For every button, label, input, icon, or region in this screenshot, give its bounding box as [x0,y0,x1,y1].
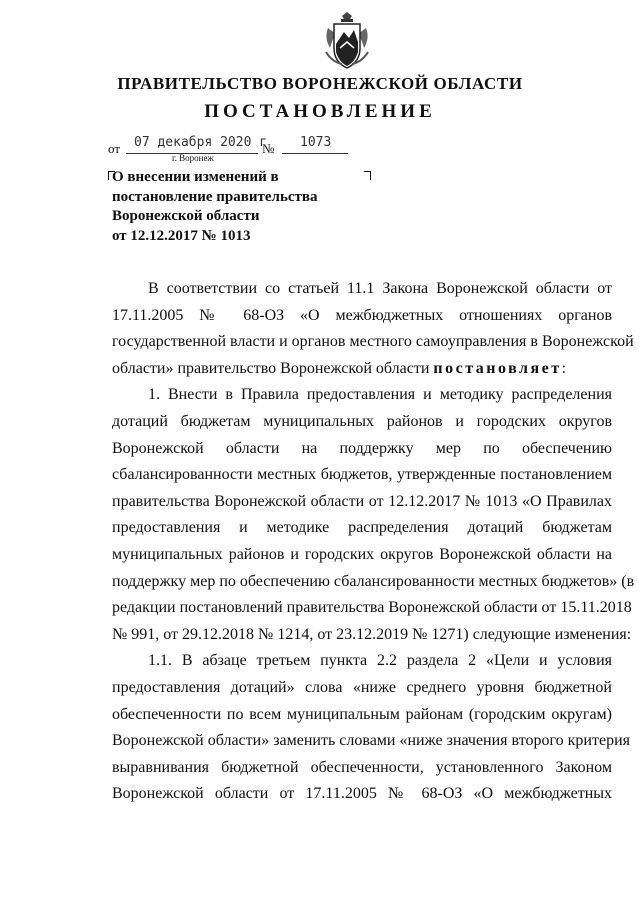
resolution-keyword: постановляет [433,359,562,377]
text-line: 1. Внести в Правила предоставления и методику распределения [148,386,612,404]
text-line: обеспеченности по всем муниципальным районам (городским округам) [112,705,612,723]
text-line: редакции постановлений правительства Воронежской области от 15.11.2018 [112,599,632,617]
text-line: муниципальных районов и городских округов Воронежской области на [112,545,612,563]
resolution-colon: : [561,359,567,377]
text-line: Воронежской области от 17.11.2005 № 68-ОЗ «О межбюджетных [112,785,612,803]
paragraph-item-1 [112,382,635,648]
text-line: предоставления и методике распределения дотаций бюджетам [112,519,612,537]
text-line: поддержку мер по обеспечению сбалансированности местных бюджетов» (в [112,572,635,590]
text-line: В соответствии со статьей 11.1 Закона Воронежской области от [148,280,612,297]
organization-title: ПРАВИТЕЛЬСТВО ВОРОНЕЖСКОЙ ОБЛАСТИ [117,74,523,93]
text-line: государственной власти и органов местного самоуправления в Воронежской [112,333,634,351]
number-value: 1073 [300,135,332,150]
document-subject [112,168,362,246]
text-line: предоставления дотаций» слова «ниже среднего уровня бюджетной [112,678,612,696]
text-line: выравнивания бюджетной обеспеченности, установленного Законом [112,758,612,776]
subject-bracket-right [364,171,371,180]
text-line: сбалансированности местных бюджетов, утвержденные постановлением [112,466,612,484]
text-line: Воронежской области» заменить словами «ниже значения второго критерия [112,732,630,750]
paragraph-item-1-1 [112,648,630,808]
city-label: г. Воронеж [172,153,214,163]
subject-line: от 12.12.2017 № 1013 [112,227,251,244]
text-line: Воронежской области на поддержку мер по обеспечению [112,439,612,457]
document-type-title: ПОСТАНОВЛЕНИЕ [204,101,436,122]
paragraph-preamble [112,276,634,382]
date-prefix: от [108,141,121,156]
text-line: № 991, от 29.12.2018 № 1214, от 23.12.2019 № 1271) следующие изменения: [112,625,632,643]
text-line: 17.11.2005 № 68-ОЗ «О межбюджетных отношениях органов [112,306,612,324]
text-line: дотаций бюджетам муниципальных районов и городских округов [112,412,612,430]
number-underline [282,153,348,154]
document-body [112,276,635,808]
coat-of-arms-emblem [322,12,372,70]
resolution-text: области» правительство Воронежской области [112,359,430,377]
text-line: правительства Воронежской области от 12.12.2017 № 1013 «О Правилах [112,492,612,510]
text-line [112,356,612,383]
subject-line: Воронежской области [112,208,260,224]
subject-line: постановление правительства [112,188,318,205]
date-value: 07 декабря 2020 г [134,135,268,150]
subject-line: О внесении изменений в [112,169,279,185]
number-prefix: № [262,141,275,156]
document-meta [0,133,640,173]
text-line: 1.1. В абзаце третьем пункта 2.2 раздела 2 «Цели и условия [148,652,612,670]
